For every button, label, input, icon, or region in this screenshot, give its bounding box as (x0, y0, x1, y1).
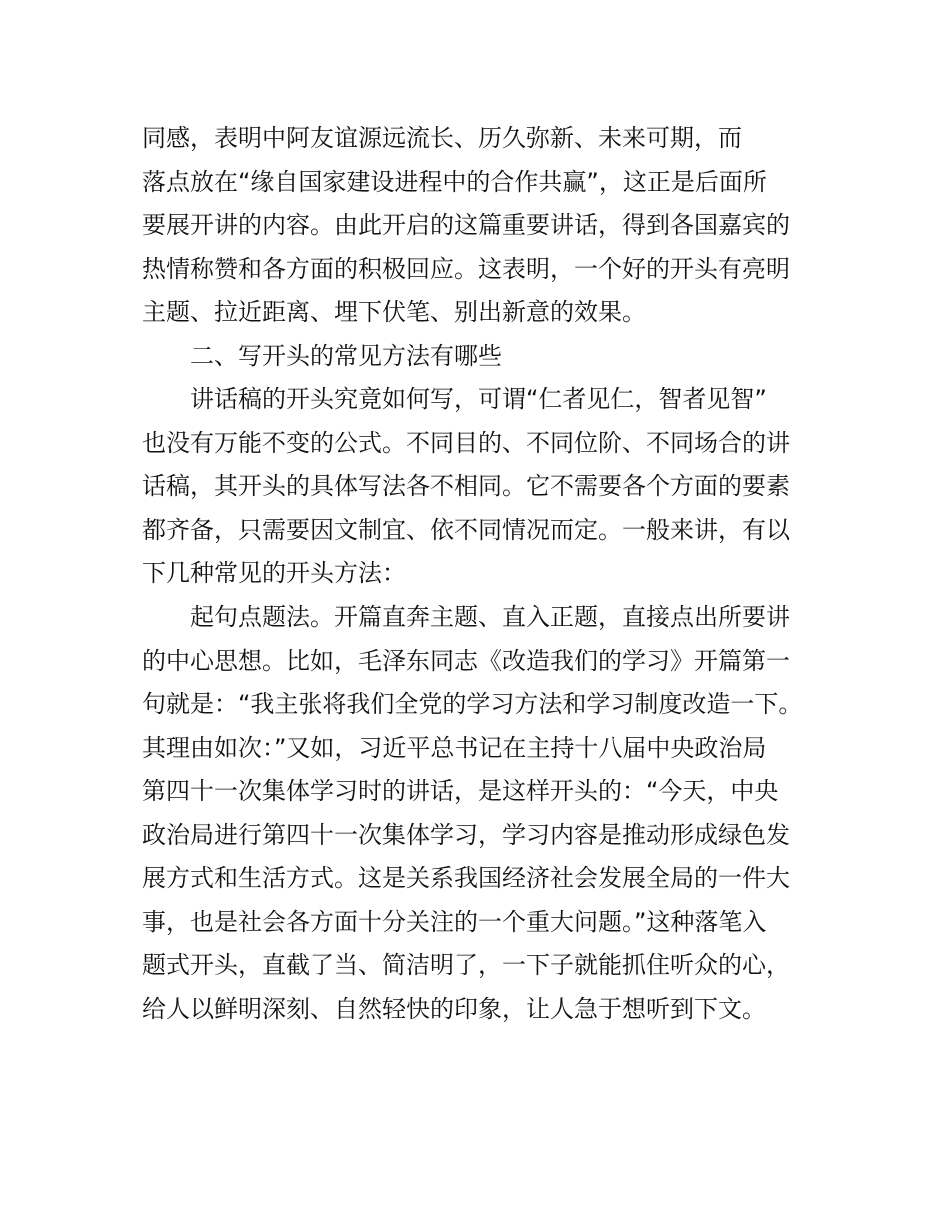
text-line: 其理由如次：”又如，习近平总书记在主持十八届中央政治局 (142, 733, 767, 762)
text-line: 二、写开头的常见方法有哪些 (190, 341, 502, 370)
text-line: 第四十一次集体学习时的讲话，是这样开头的：“今天，中央 (142, 777, 779, 806)
section-heading (142, 335, 832, 379)
paragraph (142, 117, 832, 335)
text-line: 句就是：“我主张将我们全党的学习方法和学习制度改造一下。 (142, 690, 803, 719)
text-line: 题式开头，直截了当、简洁明了，一下子就能抓住听众的心， (142, 951, 790, 980)
text-line: 起句点题法。开篇直奔主题、直入正题，直接点出所要讲 (190, 603, 790, 632)
text-line: 政治局进行第四十一次集体学习，学习内容是推动形成绿色发 (142, 820, 790, 849)
text-line: 要展开讲的内容。由此开启的这篇重要讲话，得到各国嘉宾的 (142, 211, 790, 240)
paragraph (142, 596, 832, 1031)
text-line: 落点放在“缘自国家建设进程中的合作共赢”，这正是后面所 (142, 167, 767, 196)
text-line: 都齐备，只需要因文制宜、依不同情况而定。一般来讲，有以 (142, 515, 790, 544)
text-line: 热情称赞和各方面的积极回应。这表明，一个好的开头有亮明 (142, 254, 790, 283)
text-line: 的中心思想。比如，毛泽东同志《改造我们的学习》开篇第一 (142, 646, 790, 675)
text-line: 同感，表明中阿友谊源远流长、历久弥新、未来可期，而 (142, 124, 742, 152)
text-line: 话稿，其开头的具体写法各不相同。它不需要各个方面的要素 (142, 472, 790, 501)
text-line: 讲话稿的开头究竟如何写，可谓“仁者见仁，智者见智” (190, 385, 767, 414)
text-line: 事，也是社会各方面十分关注的一个重大问题。”这种落笔入 (142, 907, 767, 936)
paragraph (142, 378, 832, 596)
text-line: 也没有万能不变的公式。不同目的、不同位阶、不同场合的讲 (142, 428, 790, 457)
document-body (142, 117, 832, 1031)
text-line: 下几种常见的开头方法： (142, 559, 406, 588)
text-line: 展方式和生活方式。这是关系我国经济社会发展全局的一件大 (142, 864, 790, 893)
text-line: 主题、拉近距离、埋下伏笔、别出新意的效果。 (142, 298, 646, 327)
text-line: 给人以鲜明深刻、自然轻快的印象，让人急于想听到下文。 (142, 994, 766, 1023)
